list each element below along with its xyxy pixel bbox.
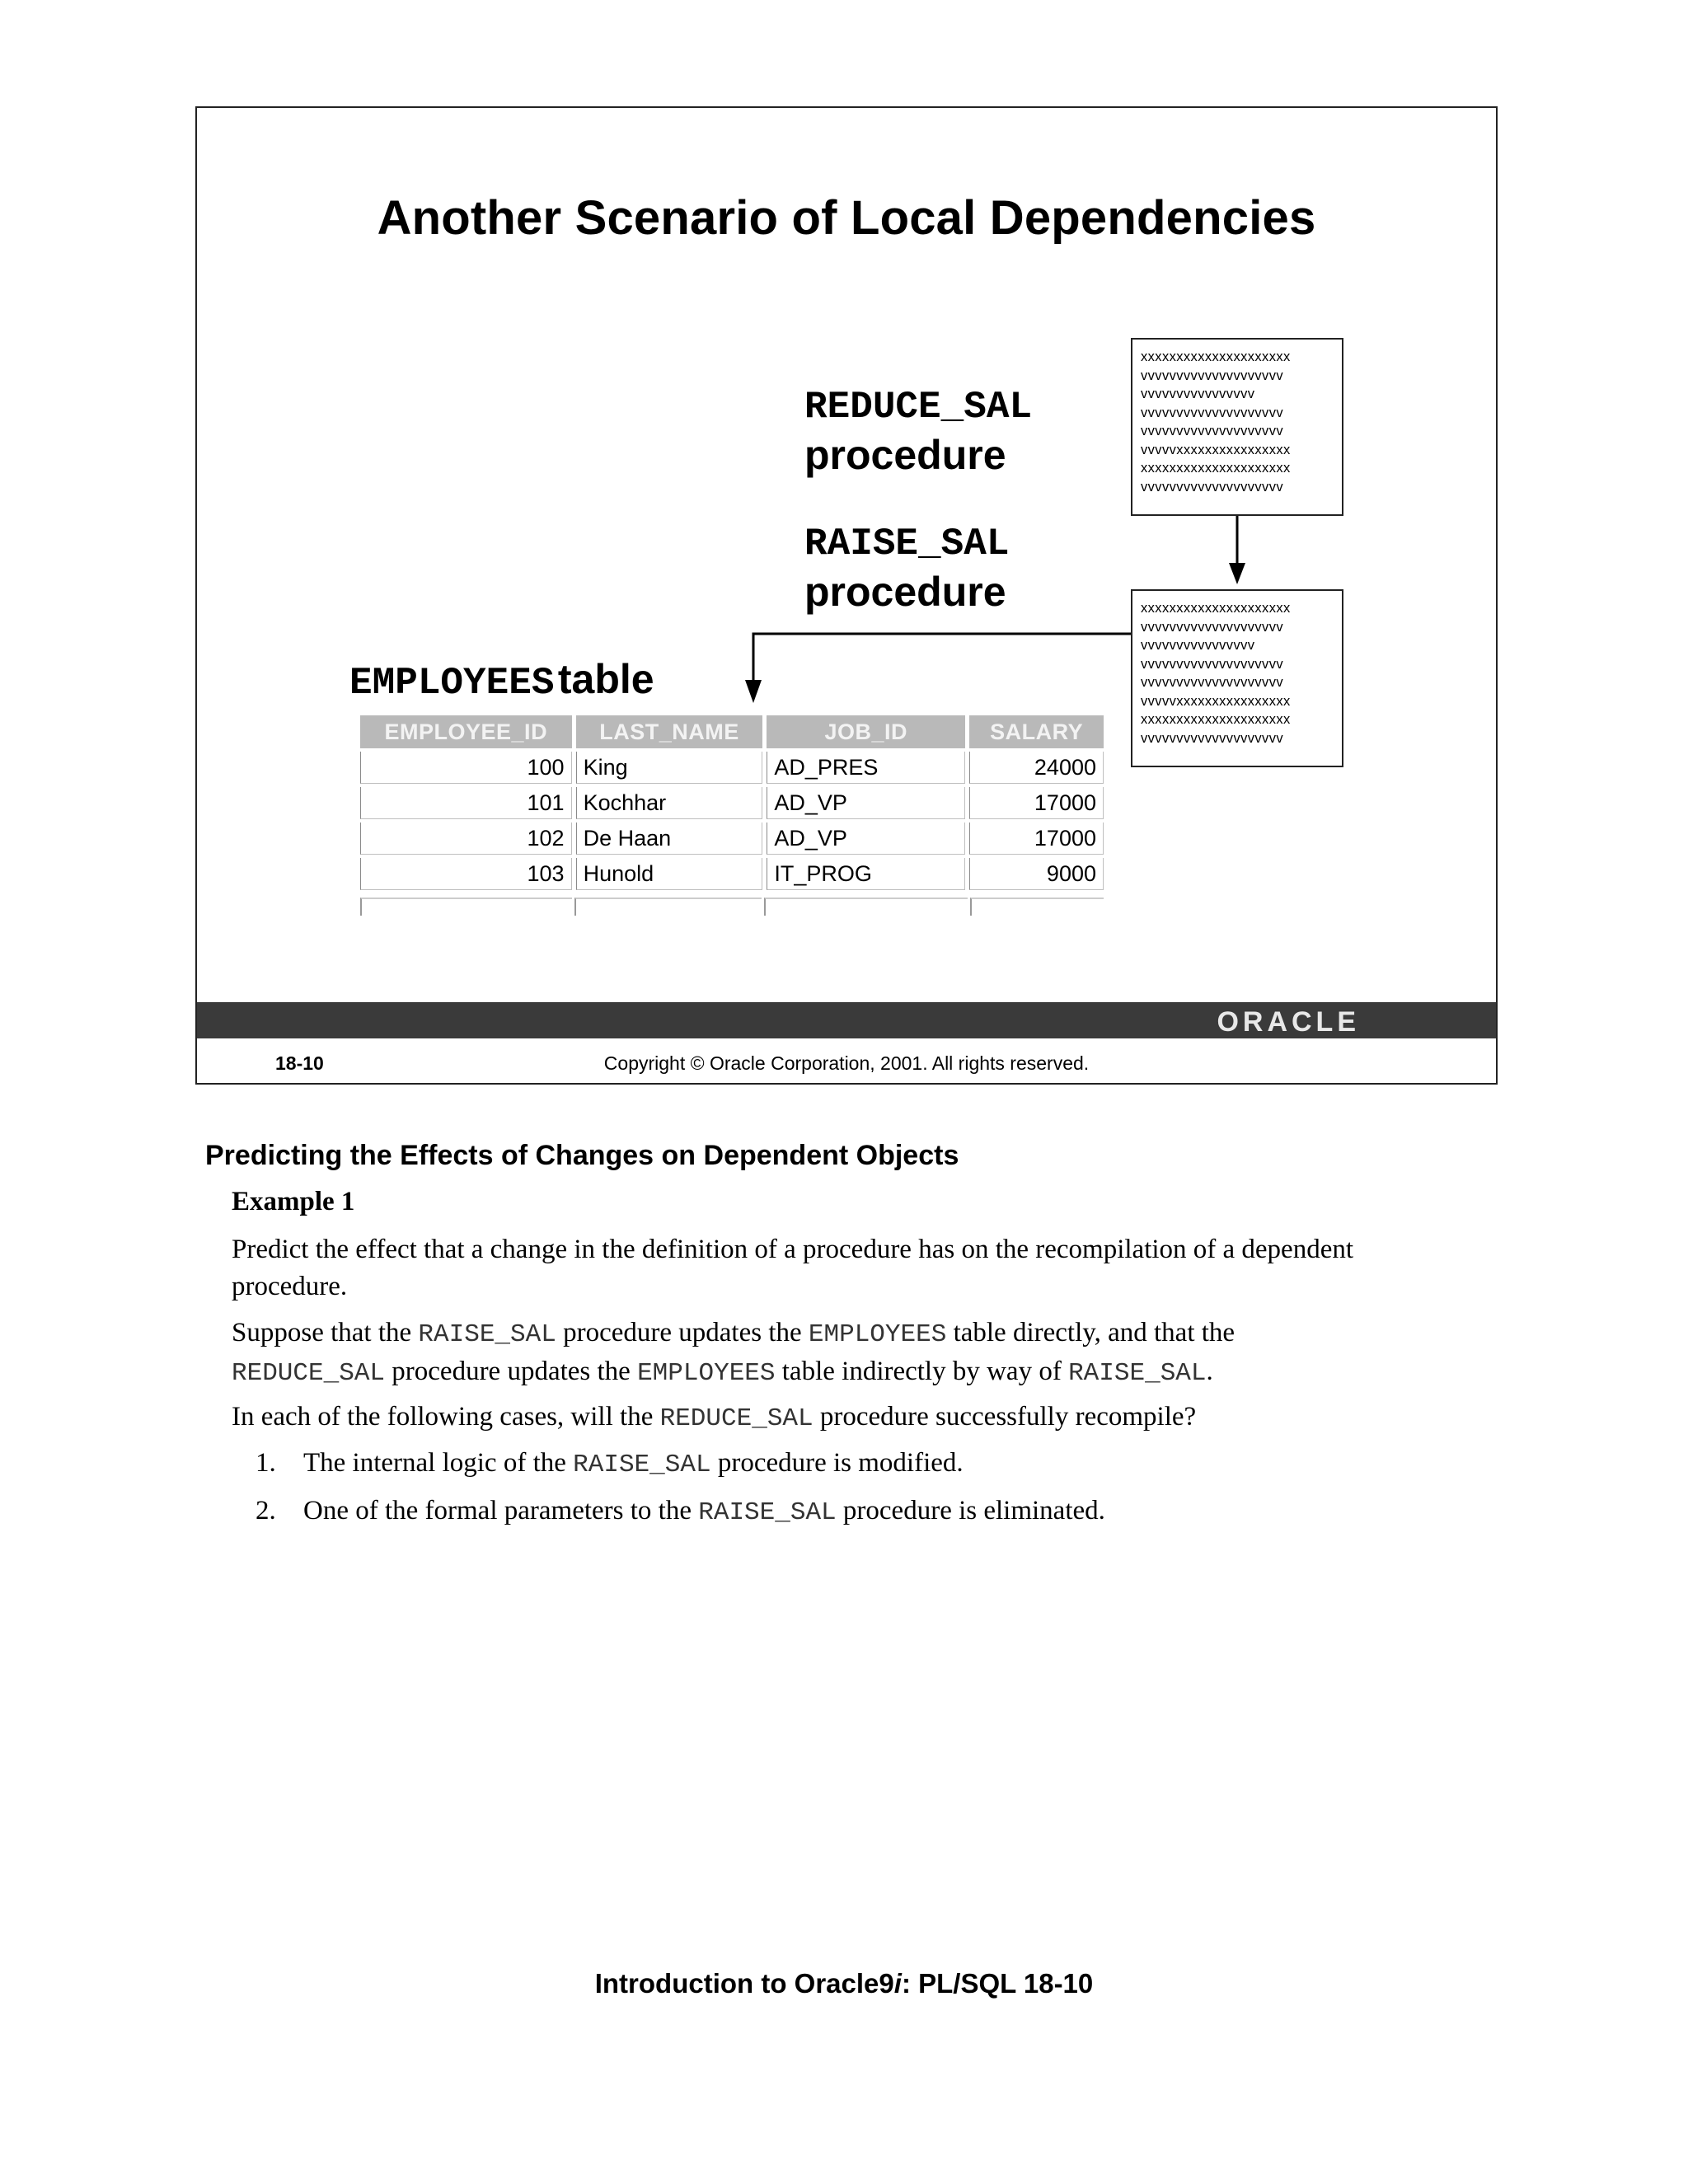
code-line: vvvvvvvvvvvvvvvv <box>1141 387 1255 401</box>
employees-code: EMPLOYEES <box>349 662 555 705</box>
cell-salary: 17000 <box>969 823 1104 855</box>
column-header-job-id: JOB_ID <box>767 715 965 748</box>
reduce-sal-procedure-label: procedure <box>804 432 1006 478</box>
text-fragment: The internal logic of the <box>303 1448 574 1478</box>
code-line: xxxxxxxxxxxxxxxxxxxxx <box>1141 461 1291 476</box>
cell-job-id: IT_PROG <box>767 858 965 890</box>
code-line: xxxxxxxxxxxxxxxxxxxxx <box>1141 712 1291 727</box>
code-reduce-sal: REDUCE_SAL <box>659 1404 814 1433</box>
paragraph-3 <box>232 1399 1468 1437</box>
footer-suffix: : PL/SQL 18-10 <box>901 1968 1094 1999</box>
section-heading: Predicting the Effects of Changes on Dependent Objects <box>205 1140 959 1171</box>
text-fragment: procedure successfully recompile? <box>813 1402 1197 1432</box>
slide-frame <box>195 106 1498 1085</box>
text-fragment: Suppose that the <box>232 1318 419 1347</box>
cell-job-id: AD_VP <box>767 787 965 819</box>
code-line: vvvvvvvvvvvvvvvvvvvv <box>1141 619 1283 635</box>
slide-number: 18-10 <box>275 1052 324 1074</box>
code-line: vvvvvxxxxxxxxxxxxxxxx <box>1141 442 1291 457</box>
truncated-cell <box>360 898 572 916</box>
column-header-employee-id: EMPLOYEE_ID <box>360 715 572 748</box>
truncated-cell <box>764 898 968 916</box>
slide-copyright: Copyright © Oracle Corporation, 2001. All rights reserved. <box>603 1052 1090 1074</box>
arrow-raise-to-employees <box>745 634 1131 703</box>
page-footer <box>0 1968 1688 1999</box>
code-line: xxxxxxxxxxxxxxxxxxxxx <box>1141 349 1291 364</box>
list-number: 1. <box>256 1448 276 1478</box>
cell-employee-id: 102 <box>360 823 572 855</box>
cell-salary: 17000 <box>969 787 1104 819</box>
code-line: vvvvvvvvvvvvvvvvvvvv <box>1141 675 1283 690</box>
truncated-cell <box>970 898 1104 916</box>
code-line: vvvvvvvvvvvvvvvvvvvv <box>1141 656 1283 672</box>
table-row <box>360 823 1104 855</box>
cell-last-name: Hunold <box>576 858 763 890</box>
list-item <box>256 1445 964 1483</box>
cell-job-id: AD_VP <box>767 823 965 855</box>
code-line: vvvvvvvvvvvvvvvvvvvv <box>1141 405 1283 420</box>
cell-employee-id: 101 <box>360 787 572 819</box>
code-line: vvvvvvvvvvvvvvvvvvvv <box>1141 730 1283 746</box>
example-heading: Example 1 <box>232 1187 355 1216</box>
slide-title: Another Scenario of Local Dependencies <box>377 191 1316 245</box>
slide-footer-band <box>197 1002 1496 1038</box>
reduce-sal-label: REDUCE_SAL <box>804 386 1033 429</box>
text-fragment: In each of the following cases, will the <box>232 1402 660 1432</box>
code-line: vvvvvvvvvvvvvvvv <box>1141 638 1255 653</box>
code-raise-sal: RAISE_SAL <box>1068 1359 1207 1388</box>
employees-data-table <box>356 712 1108 893</box>
cell-salary: 24000 <box>969 752 1104 784</box>
text-fragment: One of the formal parameters to the <box>303 1496 699 1526</box>
paragraph-2 <box>232 1315 1435 1392</box>
code-raise-sal: RAISE_SAL <box>573 1451 711 1479</box>
table-row <box>360 752 1104 784</box>
text-fragment: . <box>1206 1357 1213 1386</box>
code-line: xxxxxxxxxxxxxxxxxxxxx <box>1141 601 1291 616</box>
code-raise-sal: RAISE_SAL <box>418 1320 556 1349</box>
cell-last-name: Kochhar <box>576 787 763 819</box>
text-fragment: procedure updates the <box>556 1318 809 1347</box>
cell-employee-id: 103 <box>360 858 572 890</box>
footer-prefix: Introduction to Oracle9 <box>594 1968 894 1999</box>
code-raise-sal: RAISE_SAL <box>698 1498 837 1527</box>
cell-last-name: De Haan <box>576 823 763 855</box>
cell-last-name: King <box>576 752 763 784</box>
code-line: vvvvvvvvvvvvvvvvvvvv <box>1141 368 1283 383</box>
arrow-reduce-to-raise <box>1229 516 1245 584</box>
dependency-arrows <box>197 108 1496 1080</box>
code-reduce-sal: REDUCE_SAL <box>232 1359 386 1388</box>
column-header-salary: SALARY <box>969 715 1104 748</box>
truncated-cell <box>574 898 762 916</box>
code-line: vvvvvvvvvvvvvvvvvvvv <box>1141 424 1283 438</box>
code-employees: EMPLOYEES <box>637 1359 776 1388</box>
code-employees: EMPLOYEES <box>808 1320 947 1349</box>
table-truncated-row <box>356 898 1108 916</box>
list-number: 2. <box>256 1496 276 1526</box>
table-row <box>360 787 1104 819</box>
footer-italic: i <box>893 1968 902 1999</box>
list-item <box>256 1493 1105 1531</box>
text-fragment: procedure is eliminated. <box>836 1496 1105 1526</box>
text-fragment: table indirectly by way of <box>775 1357 1069 1386</box>
raise-sal-procedure-label: procedure <box>804 569 1006 615</box>
cell-employee-id: 100 <box>360 752 572 784</box>
employees-table-word: table <box>557 656 654 702</box>
table-row <box>360 858 1104 890</box>
text-fragment: table directly, and that the <box>946 1318 1236 1347</box>
text-fragment: procedure updates the <box>385 1357 638 1386</box>
column-header-last-name: LAST_NAME <box>576 715 763 748</box>
cell-salary: 9000 <box>969 858 1104 890</box>
code-line: vvvvvvvvvvvvvvvvvvvv <box>1141 479 1283 494</box>
code-line: vvvvvxxxxxxxxxxxxxxxx <box>1141 693 1291 709</box>
paragraph-1: Predict the effect that a change in the definition of a procedure has on the recompilation of a dependent procedure. <box>232 1235 1354 1301</box>
text-fragment: procedure is modified. <box>710 1448 964 1478</box>
oracle-logo: ORACLE <box>1217 1006 1360 1038</box>
cell-job-id: AD_PRES <box>767 752 965 784</box>
raise-sal-label: RAISE_SAL <box>804 523 1010 565</box>
table-header-row <box>360 715 1104 748</box>
